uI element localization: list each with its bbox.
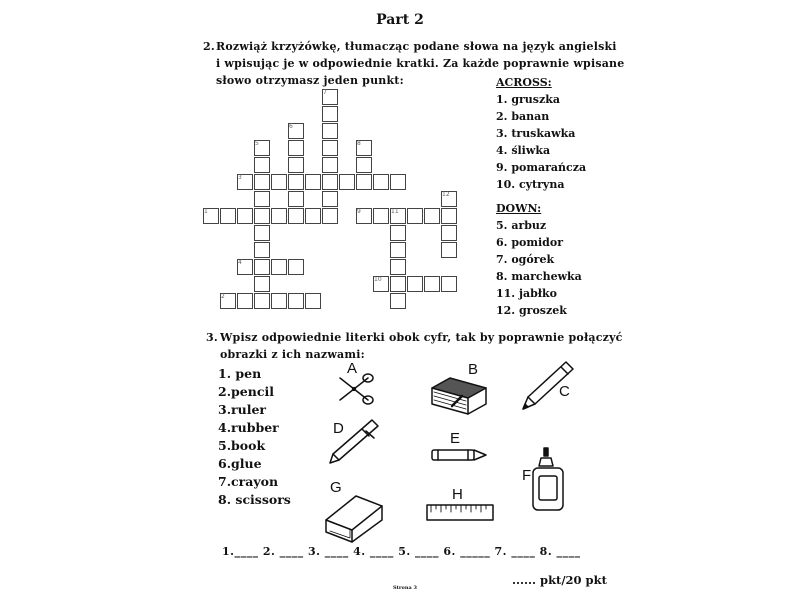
book-icon xyxy=(432,378,486,414)
list-item: 3.ruler xyxy=(218,402,267,417)
exercise3-instruction-line2: obrazki z ich nazwami: xyxy=(220,348,365,361)
down-clue: 8. marchewka xyxy=(496,270,582,283)
list-item: 7.crayon xyxy=(218,474,279,489)
down-clue: 12. groszek xyxy=(496,304,567,317)
crossword-clue-number: 8 xyxy=(357,140,361,147)
picture-label-e: E xyxy=(450,430,461,447)
answer-line[interactable]: 1.____ 2. ____ 3. ____ 4. ____ 5. ____ 6. _____ 7. ____ 8. ____ xyxy=(222,545,581,558)
crossword-clue-number: 10 xyxy=(374,276,382,283)
list-item: 4.rubber xyxy=(218,420,279,435)
exercise3-number: 3. xyxy=(206,331,218,344)
list-item: 5.book xyxy=(218,438,266,453)
crossword-clue-number: 2 xyxy=(221,293,225,300)
down-title: DOWN: xyxy=(496,202,542,215)
crossword-clue-number: 1 xyxy=(204,208,208,215)
picture-label-a: A xyxy=(347,360,358,377)
exercise2-instruction-line1: Rozwiąż krzyżówkę, tłumacząc podane słowa na język angielski xyxy=(216,40,617,53)
across-title: ACROSS: xyxy=(496,76,552,89)
score-line: ...... pkt/20 pkt xyxy=(512,573,607,587)
pencil-icon xyxy=(523,362,573,409)
across-clue: 10. cytryna xyxy=(496,178,565,191)
crossword-clue-number: 9 xyxy=(357,208,361,215)
down-clue: 7. ogórek xyxy=(496,253,555,266)
crossword-clue-number: 4 xyxy=(238,259,242,266)
picture-label-h: H xyxy=(452,486,463,503)
glue-icon xyxy=(533,448,563,510)
ruler-icon xyxy=(427,505,493,520)
list-item: 8. scissors xyxy=(218,492,291,507)
picture-label-g: G xyxy=(330,479,342,496)
crayon-icon xyxy=(432,450,486,460)
across-clue: 3. truskawka xyxy=(496,127,576,140)
picture-label-c: C xyxy=(559,383,570,400)
picture-label-f: F xyxy=(522,467,532,484)
across-clue: 2. banan xyxy=(496,110,550,123)
exercise2-number: 2. xyxy=(203,40,215,53)
exercise3-instruction-line1: Wpisz odpowiednie literki obok cyfr, tak by poprawnie połączyć xyxy=(220,331,623,344)
picture-label-d: D xyxy=(333,420,344,437)
rubber-icon xyxy=(326,496,382,542)
crossword-clue-number: 3 xyxy=(238,174,242,181)
crossword-clue-number: 12 xyxy=(442,191,450,198)
across-clue: 9. pomarańcza xyxy=(496,161,587,174)
exercise2-instruction-line2: i wpisując je w odpowiednie kratki. Za każde poprawnie wpisane xyxy=(216,57,625,70)
crossword-clue-number: 7 xyxy=(323,89,327,96)
pen-icon xyxy=(330,420,378,463)
exercise2-instruction-line3: słowo otrzymasz jeden punkt: xyxy=(216,74,404,87)
list-item: 1. pen xyxy=(218,366,262,381)
crossword-clue-number: 5 xyxy=(255,140,259,147)
page-number: Strona 3 xyxy=(393,585,417,591)
down-clue: 6. pomidor xyxy=(496,236,563,249)
page-title: Part 2 xyxy=(376,12,424,28)
scissors-icon xyxy=(340,374,373,404)
across-clue: 1. gruszka xyxy=(496,93,560,106)
crossword-clue-number: 11 xyxy=(391,208,399,215)
list-item: 6.glue xyxy=(218,456,262,471)
list-item: 2.pencil xyxy=(218,384,274,399)
across-clue: 4. śliwka xyxy=(496,144,551,157)
down-clue: 5. arbuz xyxy=(496,219,547,232)
picture-label-b: B xyxy=(468,361,479,378)
down-clue: 11. jabłko xyxy=(496,287,557,300)
crossword-clue-number: 6 xyxy=(289,123,293,130)
